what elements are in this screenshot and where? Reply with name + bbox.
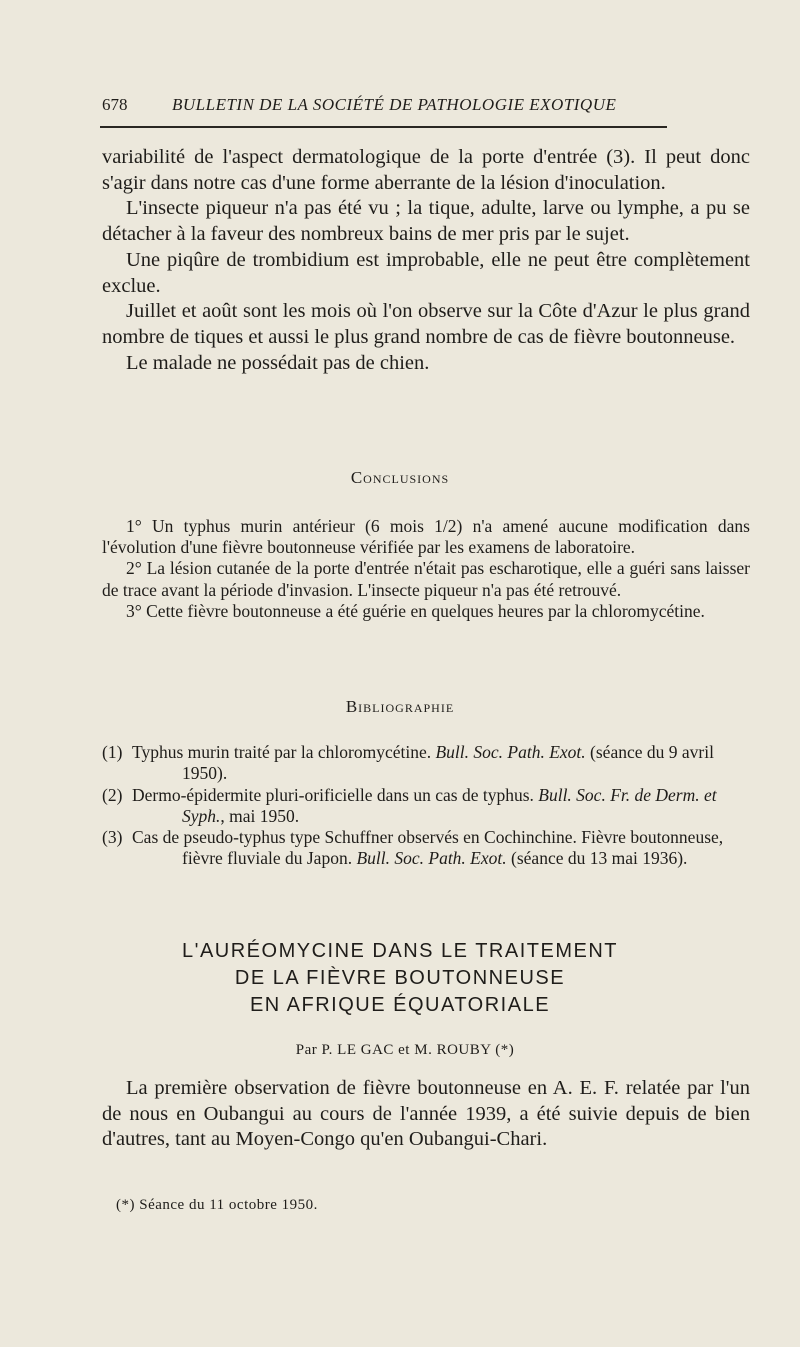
reference-date: , mai 1950. xyxy=(220,805,300,826)
header-rule xyxy=(100,126,667,128)
title-line: L'AURÉOMYCINE DANS LE TRAITEMENT xyxy=(182,940,618,962)
running-title: BULLETIN DE LA SOCIÉTÉ DE PATHOLOGIE EXOTIQUE xyxy=(172,95,617,114)
article-authors: Par P. LE GAC et M. ROUBY (*) xyxy=(295,1042,515,1058)
bibliography-list xyxy=(102,742,750,870)
reference-source: Bull. Soc. Path. Exot. xyxy=(356,848,507,869)
reference-text: Dermo-épidermite pluri-orificielle dans un cas de typhus. xyxy=(132,784,539,805)
reference-date: (séance du 13 mai 1936). xyxy=(506,848,688,869)
reference-number: (1) xyxy=(102,742,123,762)
bibliography-entry xyxy=(102,742,750,785)
title-line: DE LA FIÈVRE BOUTONNEUSE xyxy=(234,967,566,989)
conclusions-heading: Conclusions xyxy=(350,468,450,487)
paragraph: L'insecte piqueur n'a pas été vu ; la tique, adulte, larve ou lymphe, a pu se détacher à la faveur des nombreux bains de mer pris par le sujet. xyxy=(102,197,750,246)
reference-text: Cas de pseudo-typhus type Schuffner observés en Cochinchine. Fièvre boutonneuse, fièvre fluviale du Japon. xyxy=(132,827,724,869)
paragraph: Juillet et août sont les mois où l'on observe sur la Côte d'Azur le plus grand nombre de tiques et aussi le plus grand nombre de cas de fièvre boutonneuse. xyxy=(102,300,750,348)
paragraph: Le malade ne possédait pas de chien. xyxy=(126,351,430,374)
reference-source: Bull. Soc. Fr. de Derm. et Syph. xyxy=(182,784,717,826)
conclusion-item: 2° La lésion cutanée de la porte d'entrée n'était pas escharotique, elle a guéri sans laisser de trace avant la période d'invasion. L'insecte piqueur n'a pas été retrouvé. xyxy=(102,558,750,600)
page-number: 678 xyxy=(102,95,128,114)
bibliography-entry xyxy=(102,785,750,828)
reference-text: Typhus murin traité par la chloromycétine. xyxy=(132,742,436,762)
paragraph: variabilité de l'aspect dermatologique de la porte d'entrée (3). Il peut donc s'agir dans notre cas d'une forme aberrante de la lésion d'inoculation. xyxy=(102,146,750,194)
reference-number: (2) xyxy=(102,784,123,805)
reference-date: (séance du 9 avril 1950). xyxy=(182,742,714,784)
conclusions-list xyxy=(102,516,750,622)
title-line: EN AFRIQUE ÉQUATORIALE xyxy=(249,994,551,1016)
paragraph: La première observation de fièvre boutonneuse en A. E. F. relatée par l'un de nous en Oubangui au cours de l'année 1939, a été suivie depuis de bien d'autres, tant au Moyen-Congo qu'en Oubangui-Chari. xyxy=(102,1077,750,1151)
bibliography-heading: Bibliographie xyxy=(345,697,455,716)
bibliography-entry xyxy=(102,827,750,870)
reference-number: (3) xyxy=(102,827,123,848)
footnote: (*) Séance du 11 octobre 1950. xyxy=(116,1197,318,1213)
article-title xyxy=(0,938,800,1019)
article-intro xyxy=(102,1076,750,1153)
page-header xyxy=(102,95,667,115)
reference-source: Bull. Soc. Path. Exot. xyxy=(435,742,586,762)
continuation-text xyxy=(102,145,750,376)
conclusion-item: 1° Un typhus murin antérieur (6 mois 1/2) n'a amené aucune modification dans l'évolution d'une fièvre boutonneuse vérifiée par les examens de laboratoire. xyxy=(102,516,750,558)
conclusion-item: 3° Cette fièvre boutonneuse a été guérie en quelques heures par la chloromycétine. xyxy=(126,600,705,621)
paragraph: Une piqûre de trombidium est improbable, elle ne peut être complètement exclue. xyxy=(102,248,750,297)
